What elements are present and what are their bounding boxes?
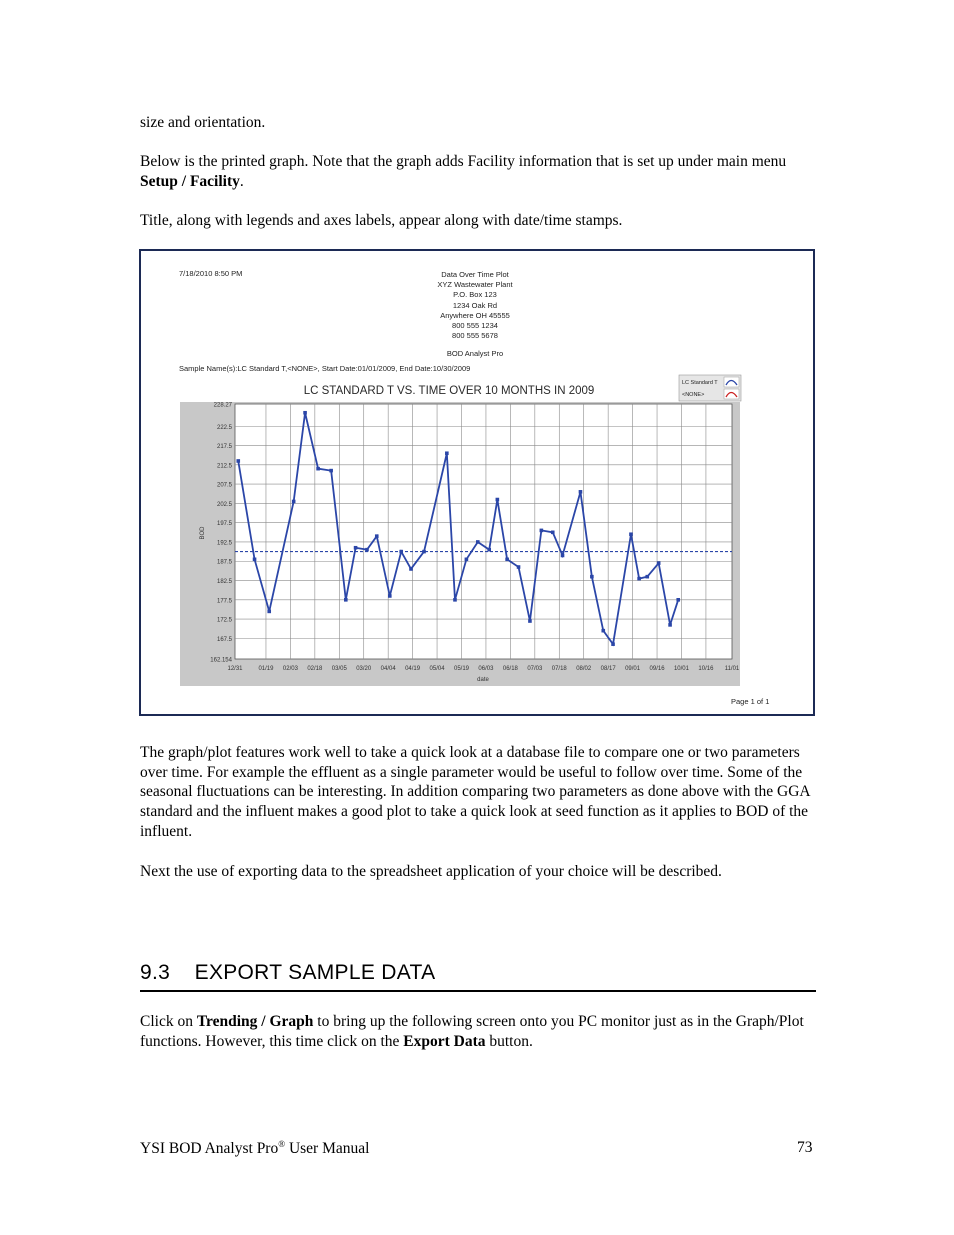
paragraph-printed-graph-text: Below is the printed graph. Note that the graph adds Facility information that is set up under main menu [140, 153, 787, 170]
data-point [445, 451, 449, 455]
x-tick-label: 10/01 [673, 666, 689, 672]
x-tick-label: 09/01 [625, 666, 641, 672]
x-tick-label: 11/01 [724, 666, 740, 672]
data-point [365, 548, 369, 552]
x-tick-label: 04/04 [380, 666, 396, 672]
data-point [388, 594, 392, 598]
data-point [528, 619, 532, 623]
paragraph-export-next: Next the use of exporting data to the spreadsheet application of your choice will be described. [140, 863, 722, 880]
x-tick-label: 05/19 [453, 666, 470, 672]
legend-swatch-box [724, 389, 739, 399]
data-point [487, 548, 491, 552]
data-point [422, 550, 426, 554]
app-name-label: BOD Analyst Pro [446, 349, 504, 358]
export-data-button-ref: Export Data [403, 1032, 486, 1050]
footer-manual-title [140, 1139, 369, 1158]
x-tick-label: 04/19 [405, 666, 421, 672]
y-tick-label: 167.5 [216, 636, 232, 643]
chart-title: LC STANDARD T VS. TIME OVER 10 MONTHS IN 2009 [303, 385, 595, 397]
page-number: 73 [797, 1139, 813, 1156]
x-tick-label: 03/05 [331, 666, 347, 672]
setup-facility-menu-ref: Setup / Facility [140, 172, 240, 190]
data-point [453, 598, 457, 602]
data-point [676, 598, 680, 602]
data-point [540, 529, 544, 533]
x-tick-label: 05/04 [429, 666, 445, 672]
data-point [344, 598, 348, 602]
facility-header-line: XYZ Wastewater Plant [437, 280, 513, 290]
x-tick-label: 06/03 [478, 666, 494, 672]
facility-header-line: Anywhere OH 45555 [440, 310, 510, 320]
data-point [590, 575, 594, 579]
x-tick-label: 08/02 [576, 666, 592, 672]
legend-swatch-box [724, 377, 739, 387]
paragraph-printed-graph [140, 152, 820, 191]
data-point [316, 467, 320, 471]
x-tick-label: 01/19 [258, 666, 274, 672]
data-point [476, 540, 480, 544]
page-count-label: Page 1 of 1 [731, 697, 770, 706]
data-point [292, 500, 296, 504]
paragraph-legends: Title, along with legends and axes labels, appear along with date/time stamps. [140, 212, 623, 229]
bod-line-chart [141, 251, 813, 714]
data-point [611, 642, 615, 646]
section-heading-text: 9.3 EXPORT SAMPLE DATA [140, 961, 436, 984]
trending-graph-menu-ref: Trending / Graph [196, 1013, 314, 1030]
y-tick-label: 192.5 [216, 540, 232, 547]
y-tick-label: 162.154 [210, 657, 232, 664]
x-tick-label: 12/31 [227, 666, 243, 672]
data-point [517, 565, 521, 569]
data-point [399, 550, 403, 554]
y-tick-label: 177.5 [216, 598, 232, 605]
y-axis-label: BOD [200, 526, 206, 540]
footer-product: YSI BOD Analyst Pro [140, 1140, 279, 1158]
data-point [354, 546, 358, 550]
data-point [668, 623, 672, 627]
y-tick-label: 182.5 [216, 579, 232, 586]
paragraph-intro: size and orientation. [140, 114, 266, 131]
data-point [236, 459, 240, 463]
data-point [253, 558, 257, 562]
data-point [375, 534, 379, 538]
y-tick-label: 212.5 [216, 463, 232, 470]
y-tick-label: 202.5 [216, 501, 232, 508]
paragraph-printed-graph-end: . [239, 172, 244, 190]
paragraph-click-body: to bring up the following screen onto you PC monitor just as in the Graph/Plot functions. However, this time click on the [140, 1013, 804, 1050]
paragraph-click-end: button. [485, 1032, 533, 1050]
facility-header-line: 800 555 5678 [452, 331, 498, 341]
data-point [657, 561, 661, 565]
x-tick-label: 02/03 [282, 666, 298, 672]
section-heading [140, 960, 816, 992]
x-tick-label: 07/03 [527, 666, 543, 672]
data-point [505, 558, 509, 562]
y-tick-label: 207.5 [216, 482, 232, 489]
x-tick-label: 10/16 [698, 666, 714, 672]
x-axis-label: date [477, 677, 489, 683]
x-tick-label: 03/20 [356, 666, 372, 672]
print-timestamp: 7/18/2010 8:50 PM [179, 269, 243, 278]
data-point [601, 629, 605, 633]
x-tick-label: 07/18 [551, 666, 567, 672]
data-point [551, 531, 555, 535]
legend-label: <NONE> [682, 392, 705, 398]
facility-header-line: 800 555 1234 [452, 321, 498, 330]
data-point [637, 577, 641, 581]
data-point [409, 567, 413, 571]
facility-header-line: 1234 Oak Rd [452, 300, 498, 310]
y-tick-label: 217.5 [216, 444, 232, 451]
sample-info-line: Sample Name(s):LC Standard T,<NONE>, Start Date:01/01/2009, End Date:10/30/2009 [179, 364, 471, 373]
data-point [579, 490, 583, 494]
registered-mark: ® [278, 1139, 286, 1149]
legend-label: LC Standard T [682, 380, 718, 386]
data-point [496, 498, 500, 502]
data-point [303, 411, 307, 415]
x-tick-label: 08/17 [600, 666, 616, 672]
x-tick-label: 09/16 [649, 666, 665, 672]
x-tick-label: 02/18 [307, 666, 323, 672]
facility-header-line: Data Over Time Plot [441, 270, 509, 279]
paragraph-click-trending [140, 1012, 820, 1051]
data-point [629, 532, 633, 536]
click-on-text: Click on [140, 1013, 197, 1030]
printed-graph-frame [139, 249, 815, 716]
y-tick-label: 187.5 [216, 559, 232, 566]
y-tick-label: 197.5 [216, 521, 232, 528]
y-tick-label: 222.5 [216, 424, 232, 431]
data-point [329, 469, 333, 473]
y-tick-label: 172.5 [216, 617, 232, 624]
data-point [645, 575, 649, 579]
plot-area [235, 404, 732, 659]
footer-user-manual: User Manual [285, 1140, 370, 1158]
data-point [465, 558, 469, 562]
data-point [267, 610, 271, 614]
facility-header-line: P.O. Box 123 [453, 290, 497, 300]
paragraph-graph-features: The graph/plot features work well to take a quick look at a database file to compare one or two parameters over time. For example the effluent as a single parameter would be useful to follow over time. Some of the seasonal fluctuations can be interesting. In addition comparing two parameters as done above with the GGA standard and the influent makes a good plot to take a quick look at seed function as it applies to BOD of the influent. [140, 744, 810, 840]
y-tick-label: 228.27 [213, 402, 232, 409]
x-tick-label: 06/18 [502, 666, 518, 672]
data-point [561, 554, 565, 558]
